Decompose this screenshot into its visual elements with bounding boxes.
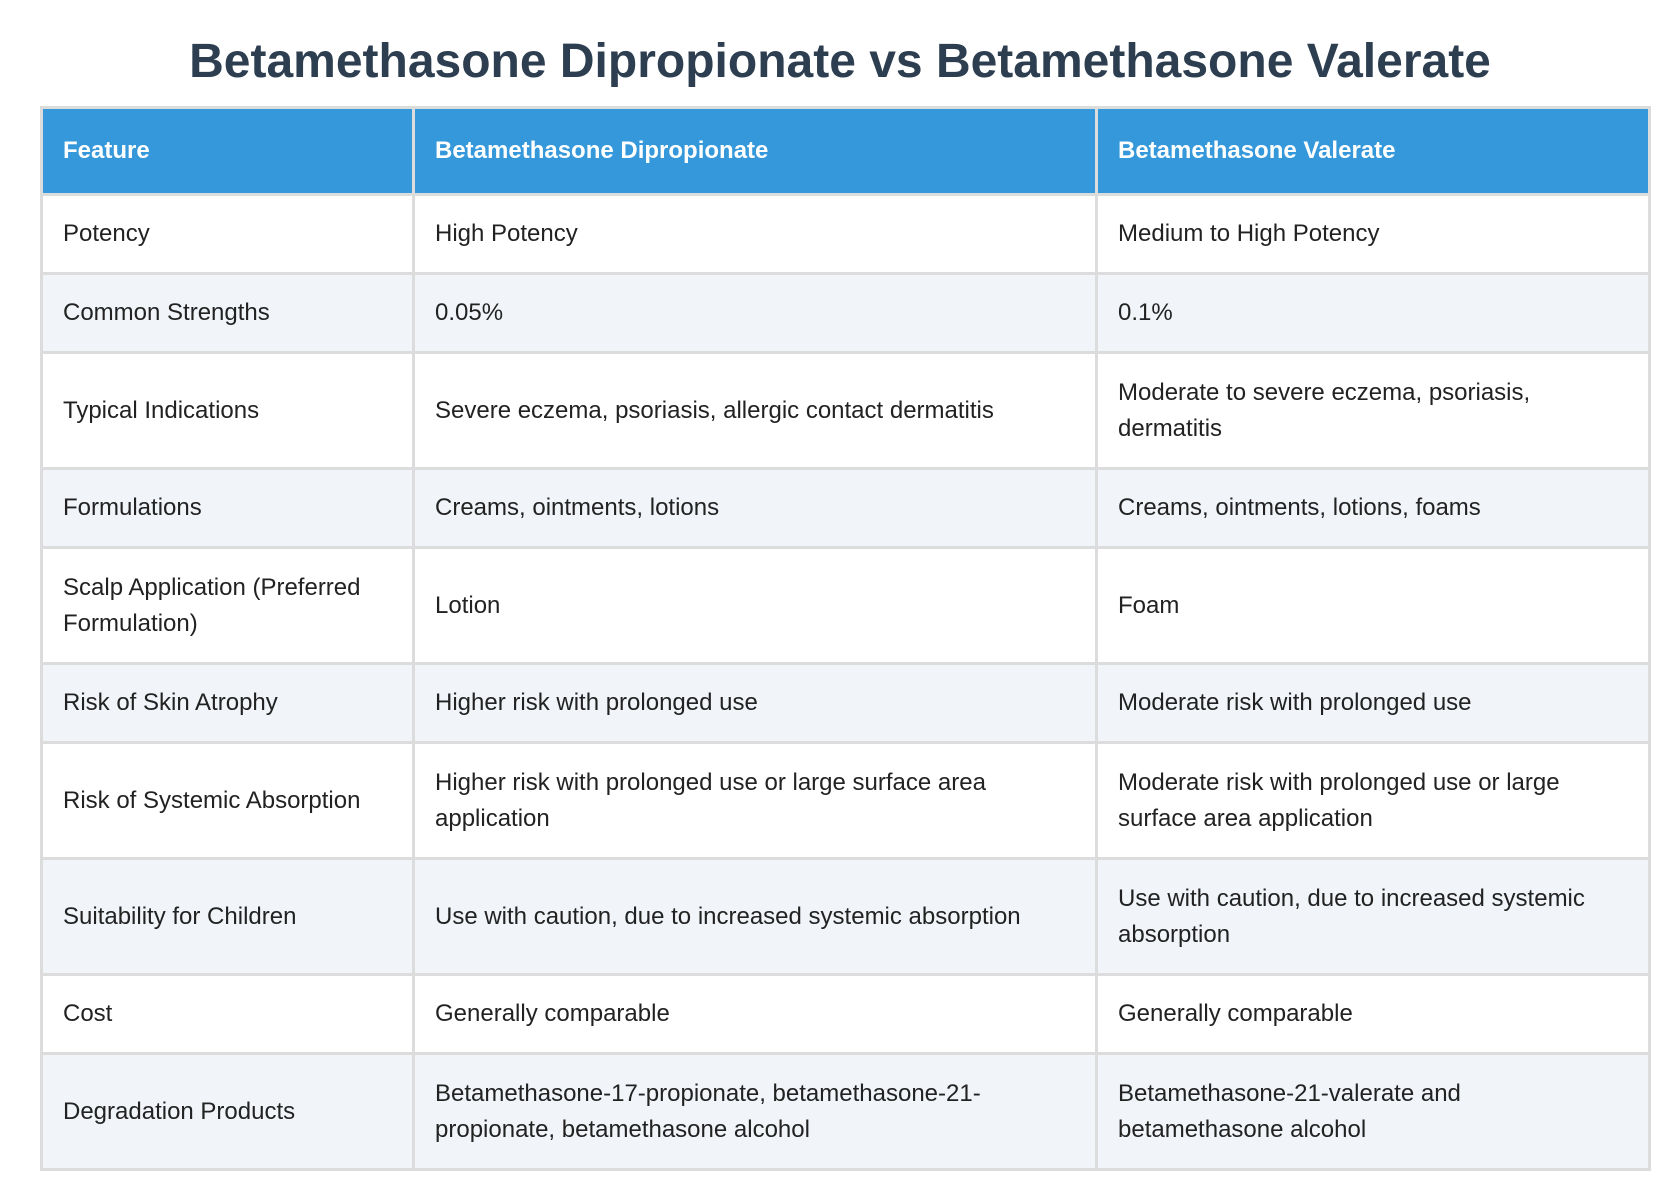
valerate-cell: Generally comparable [1097, 975, 1650, 1054]
feature-cell: Risk of Systemic Absorption [42, 743, 414, 859]
valerate-cell: Medium to High Potency [1097, 195, 1650, 274]
page-title: Betamethasone Dipropionate vs Betamethasone Valerate [189, 35, 1491, 88]
feature-cell: Suitability for Children [42, 859, 414, 975]
table-row [42, 274, 1650, 353]
dipropionate-cell: Generally comparable [414, 975, 1097, 1054]
header-valerate: Betamethasone Valerate [1097, 108, 1650, 195]
feature-cell: Risk of Skin Atrophy [42, 664, 414, 743]
dipropionate-cell: Creams, ointments, lotions [414, 469, 1097, 548]
table-row [42, 743, 1650, 859]
table-row [42, 1054, 1650, 1170]
feature-cell: Scalp Application (Preferred Formulation) [42, 548, 414, 664]
dipropionate-cell: Higher risk with prolonged use or large surface area application [414, 743, 1097, 859]
dipropionate-cell: High Potency [414, 195, 1097, 274]
table-row [42, 195, 1650, 274]
valerate-cell: Betamethasone-21-valerate and betamethasone alcohol [1097, 1054, 1650, 1170]
dipropionate-cell: Severe eczema, psoriasis, allergic contact dermatitis [414, 353, 1097, 469]
table-row [42, 548, 1650, 664]
table-row [42, 469, 1650, 548]
table-row [42, 664, 1650, 743]
valerate-cell: 0.1% [1097, 274, 1650, 353]
valerate-cell: Moderate risk with prolonged use or large surface area application [1097, 743, 1650, 859]
dipropionate-cell: Use with caution, due to increased systemic absorption [414, 859, 1097, 975]
valerate-cell: Use with caution, due to increased systemic absorption [1097, 859, 1650, 975]
table-row [42, 975, 1650, 1054]
comparison-table [40, 106, 1651, 1171]
table-row [42, 353, 1650, 469]
feature-cell: Common Strengths [42, 274, 414, 353]
valerate-cell: Foam [1097, 548, 1650, 664]
feature-cell: Degradation Products [42, 1054, 414, 1170]
dipropionate-cell: 0.05% [414, 274, 1097, 353]
feature-cell: Formulations [42, 469, 414, 548]
valerate-cell: Creams, ointments, lotions, foams [1097, 469, 1650, 548]
table-row [42, 859, 1650, 975]
table-header-row [42, 108, 1650, 195]
dipropionate-cell: Higher risk with prolonged use [414, 664, 1097, 743]
dipropionate-cell: Lotion [414, 548, 1097, 664]
valerate-cell: Moderate to severe eczema, psoriasis, dermatitis [1097, 353, 1650, 469]
feature-cell: Cost [42, 975, 414, 1054]
dipropionate-cell: Betamethasone-17-propionate, betamethasone-21-propionate, betamethasone alcohol [414, 1054, 1097, 1170]
feature-cell: Typical Indications [42, 353, 414, 469]
feature-cell: Potency [42, 195, 414, 274]
header-dipropionate: Betamethasone Dipropionate [414, 108, 1097, 195]
header-feature: Feature [42, 108, 414, 195]
valerate-cell: Moderate risk with prolonged use [1097, 664, 1650, 743]
